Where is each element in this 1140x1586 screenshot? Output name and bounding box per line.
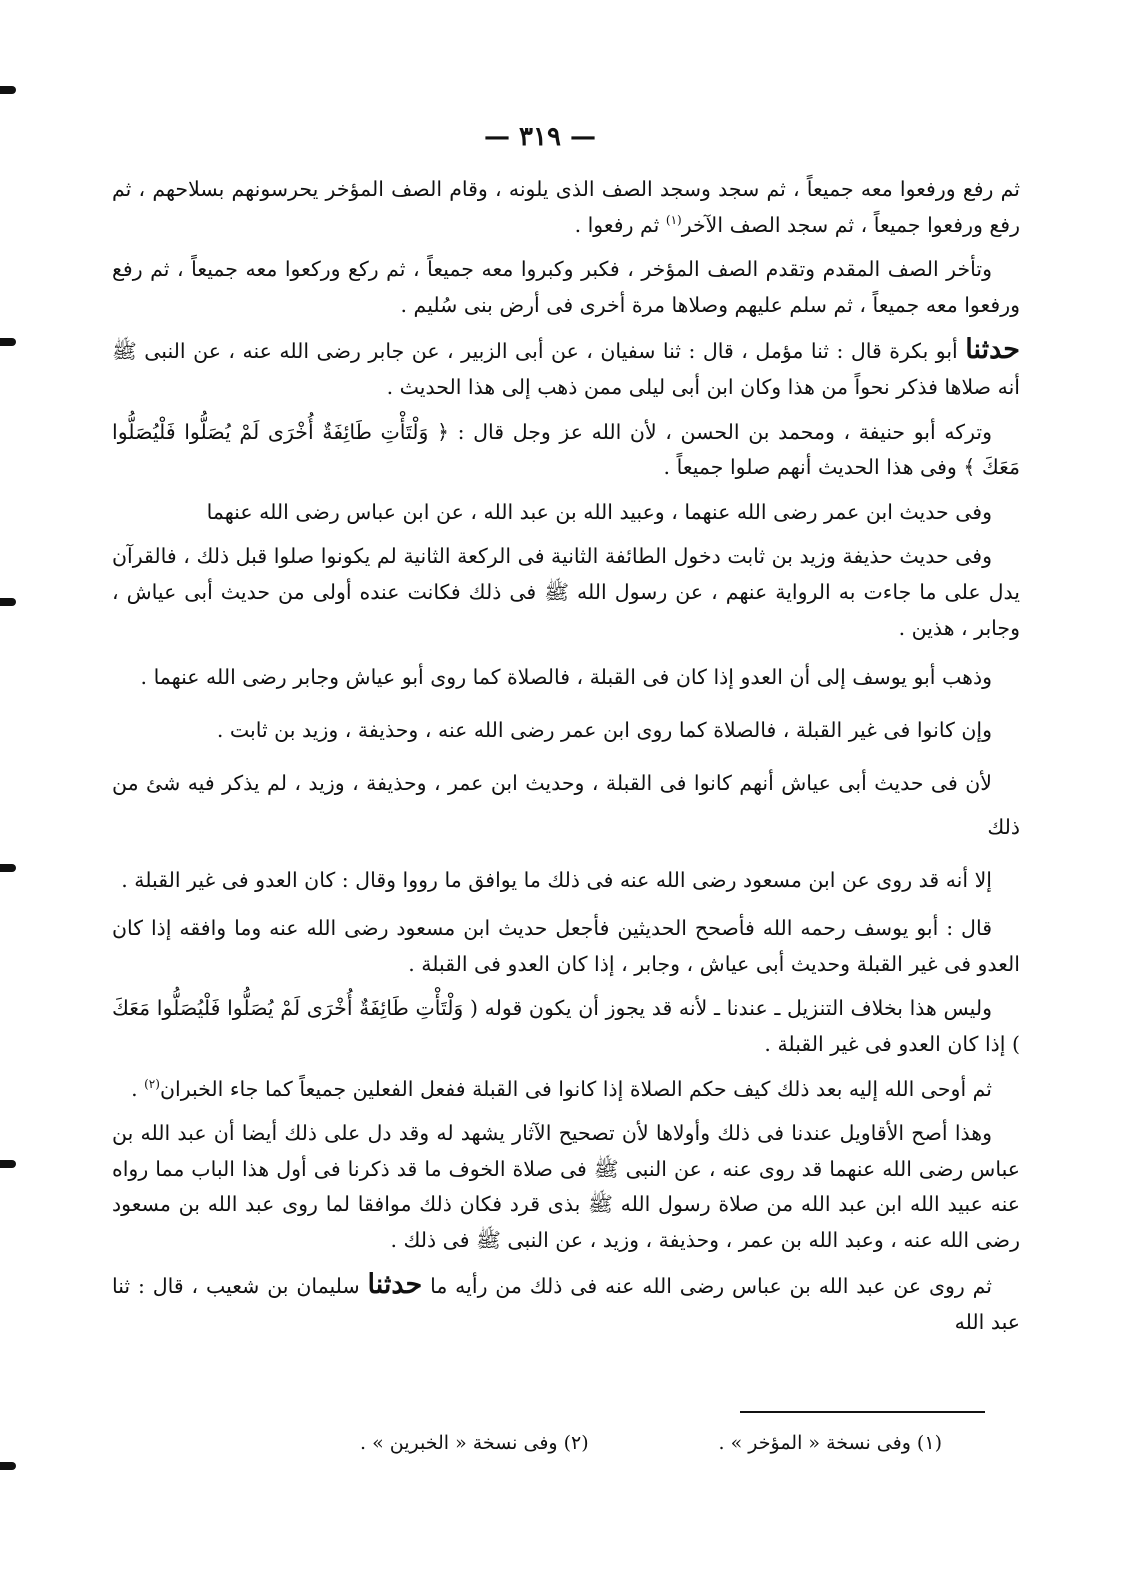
paragraph: وذهب أبو يوسف إلى أن العدو إذا كان فى القبلة ، فالصلاة كما روى أبو عياش وجابر رضى الله عنهما . — [140, 665, 992, 690]
footnote-ref: (١) — [665, 212, 682, 227]
binding-mark — [0, 338, 16, 346]
binding-mark — [0, 864, 16, 872]
paragraph-text: ثم رفعوا . — [574, 212, 666, 237]
footnote-divider — [740, 1411, 985, 1413]
binding-mark — [0, 598, 16, 606]
paragraph-text: ثم رفع ورفعوا معه جميعاً ، ثم سجد وسجد الصف الذى يلونه ، وقام الصف المؤخر يحرسونهم بسلاحهم ، ثم رفع ورفعوا جميعاً ، ثم سجد الصف الآخر — [112, 177, 1020, 237]
binding-mark — [0, 86, 16, 94]
paragraph: إلا أنه قد روى عن ابن مسعود رضى الله عنه فى ذلك ما يوافق ما رووا وقال : كان العدو فى غير القبلة . — [121, 868, 992, 893]
paragraph-text: أبو بكرة قال : ثنا مؤمل ، قال : ثنا سفيان ، عن أبى الزبير ، عن جابر رضى الله عنه ، عن النبى ﷺ أنه صلاها فذكر نحواً من هذا وكان ابن أبى ليلى ممن ذهب إلى هذا الحديث . — [112, 339, 1020, 399]
binding-mark — [0, 1462, 16, 1470]
binding-mark — [0, 1160, 16, 1168]
paragraph: وهذا أصح الأقاويل عندنا فى ذلك وأولاها لأن تصحيح الآثار يشهد له وقد دل على ذلك أيضا أن عبد الله بن عباس رضى الله عنهما قد روى عنه ، عن النبى ﷺ فى صلاة الخوف ما قد ذكرنا فى أول هذا الباب مما رواه عنه عبيد الله ابن عبد الله من صلاة رسول الله ﷺ بذى قرد فكان ذلك موافقا لما روى عبد الله بن مسعود رضى الله عنه ، وعبد الله بن عمر ، وحذيفة ، وزيد ، عن النبى ﷺ فى ذلك . — [112, 1121, 1020, 1252]
paragraph-text: ثم أوحى الله إليه بعد ذلك كيف حكم الصلاة إذا كانوا فى القبلة ففعل الفعلين جميعاً كما جاء الخبران — [159, 1076, 992, 1101]
paragraph: وليس هذا بخلاف التنزيل ـ عندنا ـ لأنه قد يجوز أن يكون قوله ( وَلْتَأْتِ طَائِفَةٌ أُخْرَى لَمْ يُصَلُّوا فَلْيُصَلُّوا مَعَكَ ) إذا كان العدو فى غير القبلة . — [112, 996, 1020, 1056]
paragraph: وإن كانوا فى غير القبلة ، فالصلاة كما روى ابن عمر رضى الله عنه ، وحذيفة ، وزيد بن ثابت . — [216, 718, 992, 743]
page-number: — ٣١٩ — — [483, 122, 597, 152]
paragraph-text: . — [131, 1076, 145, 1101]
main-text — [112, 172, 1020, 1350]
footnote: (١) وفى نسخة « المؤخر » . — [718, 1432, 942, 1454]
paragraph: وتأخر الصف المقدم وتقدم الصف المؤخر ، فكبر وكبروا معه جميعاً ، ثم ركع وركعوا معه جميعاً ، ثم رفع ورفعوا معه جميعاً ، ثم سلم عليهم وصلاها مرة أخرى فى أرض بنى سُليم . — [112, 257, 1020, 317]
paragraph: وتركه أبو حنيفة ، ومحمد بن الحسن ، لأن الله عز وجل قال : ﴿ وَلْتَأْتِ طَائِفَةٌ أُخْرَى لَمْ يُصَلُّوا فَلْيُصَلُّوا مَعَكَ ﴾ وفى هذا الحديث أنهم صلوا جميعاً . — [112, 419, 1020, 480]
paragraph — [112, 1267, 1020, 1340]
paragraph-text: سليمان بن شعيب ، قال : ثنا عبد الله — [112, 1274, 1020, 1335]
footnotes — [360, 1432, 942, 1454]
haddathana-heading: حدثنا — [965, 334, 1020, 366]
paragraph — [112, 1072, 1020, 1108]
footnote-ref: (٢) — [144, 1076, 160, 1091]
footnote: (٢) وفى نسخة « الخبرين » . — [360, 1432, 589, 1454]
paragraph — [112, 172, 1020, 243]
paragraph: قال : أبو يوسف رحمه الله فأصحح الحديثين فأجعل حديث ابن مسعود رضى الله عنه وما وافقه إذا كان العدو فى غير القبلة وحديث أبى عياش ، وجابر ، إذا كان العدو فى القبلة . — [112, 916, 1020, 976]
paragraph: وفى حديث ابن عمر رضى الله عنهما ، وعبيد الله بن عبد الله ، عن ابن عباس رضى الله عنهما — [206, 499, 992, 524]
paragraph — [112, 332, 1020, 405]
haddathana-heading: حدثنا — [367, 1269, 423, 1301]
paragraph: لأن فى حديث أبى عياش أنهم كانوا فى القبلة ، وحديث ابن عمر ، وحذيفة ، وزيد ، لم يذكر فيه شئ من ذلك — [112, 771, 1020, 840]
paragraph: وفى حديث حذيفة وزيد بن ثابت دخول الطائفة الثانية فى الركعة الثانية لم يكونوا صلوا قبل ذلك ، فالقرآن يدل على ما جاءت به الرواية عنهم ، عن رسول الله ﷺ فى ذلك فكانت عنده أولى من حديث أبى عياش ، وجابر ، هذين . — [112, 544, 1020, 640]
paragraph-text: ثم روى عن عبد الله بن عباس رضى الله عنه فى ذلك من رأيه ما — [430, 1274, 992, 1299]
